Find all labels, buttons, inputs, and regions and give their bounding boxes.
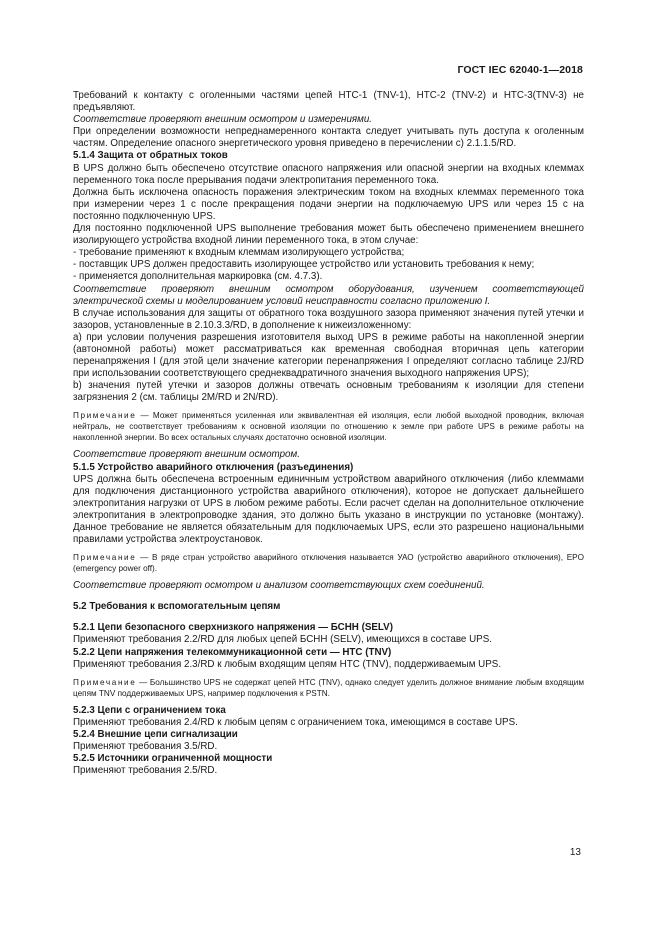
note-text: В ряде стран устройство аварийного отключения называется УАО (устройство аварийного отключения), EPO (emergency power off). [73,553,584,574]
subsection-heading: 5.2.4 Внешние цепи сигнализации [73,728,238,740]
note-label: Примечание [73,677,137,687]
note-dash: — [136,677,150,687]
subsection-heading: 5.2.1 Цепи безопасного сверхнизкого напряжения — БСНН (SELV) [73,622,393,634]
paragraph: Применяют требования 2.4/RD к любым цепям с ограничением тока, имеющимся в составе UPS. [73,716,518,728]
document-body [73,90,584,777]
paragraph: Применяют требования 2.2/RD для любых цепей БСНН (SELV), имеющихся в составе UPS. [73,634,492,646]
list-item: b) значения путей утечки и зазоров должны отвечать основным требованиям к изоляции для степени загрязнения 2 (см. таблицы 2M/RD и 2N/RD). [73,380,584,404]
paragraph: Применяют требования 2.5/RD. [73,765,218,777]
section-heading: 5.2 Требования к вспомогательным цепям [73,601,281,613]
paragraph: Применяют требования 3.5/RD. [73,741,218,753]
paragraph: Должна быть исключена опасность поражения электрическим током на входных клеммах переменного тока при измерении через 1 с после прекращения подачи энергии на подключаемую UPS или через 15 с на постоянно подключенную UPS. [73,186,584,222]
note-label: Примечание [73,553,137,563]
section-heading: 5.1.4 Защита от обратных токов [73,150,228,162]
page-number: 13 [569,847,581,858]
paragraph: Для постоянно подключенной UPS выполнение требования может быть обеспечено применением внешнего изолирующего устройства входной линии переменного тока, в этом случае: [73,223,584,247]
paragraph: Требований к контакту с оголенными частями цепей НТС-1 (TNV-1), НТС-2 (TNV-2) и НТС-3(TNV-3) не предъявляют. [73,90,584,114]
paragraph: В случае использования для защиты от обратного тока воздушного зазора применяют значения путей утечки и зазоров, установленные в 2.10.3.3/RD, в дополнение к нижеизложенному: [73,307,584,331]
subsection-heading: 5.2.2 Цепи напряжения телекоммуникационной сети — НТС (TNV) [73,646,392,658]
paragraph: При определении возможности непреднамеренного контакта следует учитывать путь доступа к оголенным частям. Определение опасного энергетического уровня приведено в перечислении с) 2.1.1.5/RD. [73,126,584,150]
compliance-statement: Соответствие проверяют осмотром и анализом соответствующих схем соединений. [73,580,485,592]
compliance-statement: Соответствие проверяют внешним осмотром. [73,449,300,461]
list-item: а) при условии получения разрешения изготовителя выход UPS в режиме работы на накопленной энергии (автономной работы) может рассматриваться как временная свободная вторичная цепь категории перенапряжения I (для этой цели значение категории перенапряжения I определяют согласно таблице 2J/RD при использовании соответствующего среднеквадратичного значения выходного напряжения UPS); [73,331,584,380]
list-item: - требование применяют к входным клеммам изолирующего устройства; [73,247,405,259]
compliance-statement: Соответствие проверяют внешним осмотром и измерениями. [73,114,373,126]
subsection-heading: 5.2.3 Цепи с ограничением тока [73,704,226,716]
compliance-statement: Соответствие проверяют внешним осмотром оборудования, изучением соответствующей электрической схемы и моделированием условий неисправности согласно приложению I. [73,283,584,307]
note [73,410,584,443]
subsection-heading: 5.2.5 Источники ограниченной мощности [73,753,273,765]
paragraph: UPS должна быть обеспечена встроенным единичным устройством аварийного отключения (либо клеммами для подключения дистанционного устройства аварийного отключения), которое не допускает дальнейшего электропитания нагрузки от UPS в любом режиме работы. Если расчет сделан на дополнительное отключение электропитания в электропроводке здания, это должно быть указано в инструкции по установке (монтажу). Данное требование не является обязательным для подключаемых UPS, если это разрешено национальными правилами устройства электроустановок. [73,473,584,546]
note-dash: — [136,411,153,421]
section-heading: 5.1.5 Устройство аварийного отключения (разъединения) [73,461,354,473]
note [73,677,584,699]
paragraph: В UPS должно быть обеспечено отсутствие опасного напряжения или опасной энергии на входных клеммах переменного тока после прерывания подачи электропитания переменного тока. [73,162,584,186]
paragraph: Применяют требования 2.3/RD к любым входящим цепям НТС (TNV), поддерживаемым UPS. [73,658,502,670]
note-text: Большинство UPS не содержат цепей НТС (TNV), однако следует уделить должное внимание любым входящим цепям TNV поддерживаемых UPS, например подключения к PSTN. [73,677,584,698]
note-label: Примечание [73,411,137,421]
list-item: - поставщик UPS должен предоставить изолирующее устройство или установить требования к нему; [73,259,535,271]
note-dash: — [136,553,152,563]
note [73,552,584,574]
list-item: - применяется дополнительная маркировка (см. 4.7.3). [73,271,323,283]
standard-header: ГОСТ IEC 62040-1—2018 [457,64,583,76]
note-text: Может применяться усиленная или эквивалентная ей изоляция, если любой выходной проводник, включая нейтраль, не соответствует требованиям к основной изоляции по отношению к земле при работе UPS в режиме работы на накопленной энергии. Во всех остальных случаях достаточно основной изоляции. [73,411,584,443]
